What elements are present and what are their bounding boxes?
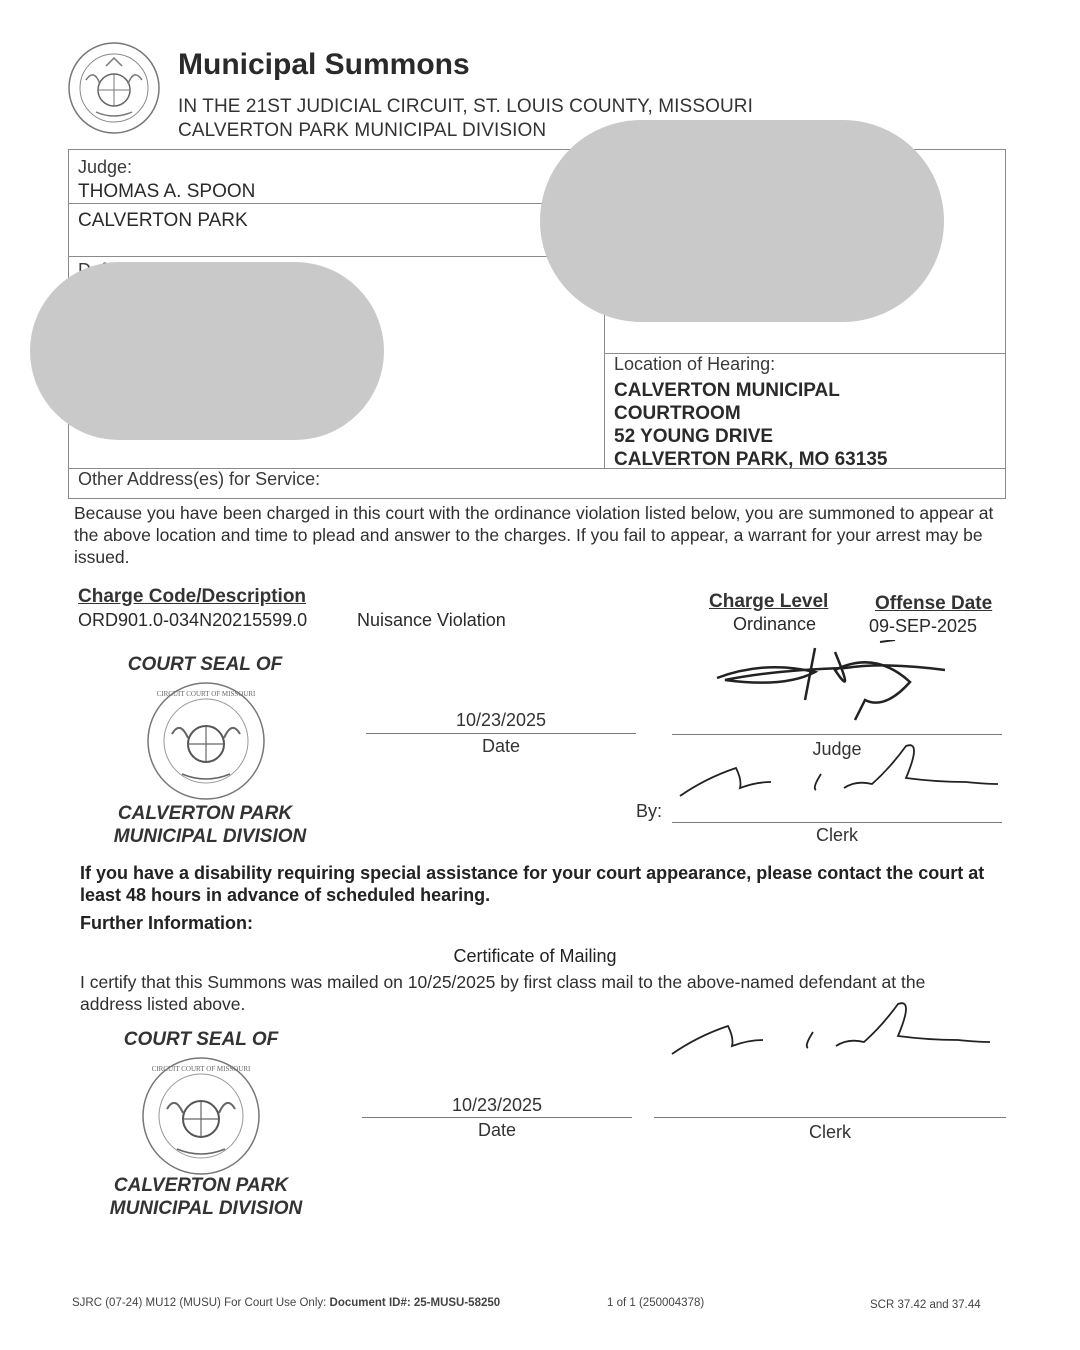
clerk-signature-2 bbox=[668, 996, 998, 1060]
further-info-label: Further Information: bbox=[80, 913, 253, 933]
charge-code-header: Charge Code/Description bbox=[78, 586, 307, 607]
circuit-line: IN THE 21ST JUDICIAL CIRCUIT, ST. LOUIS COUNTY, MISSOURI bbox=[178, 96, 754, 117]
seal-2-top-label: COURT SEAL OF bbox=[123, 1029, 279, 1050]
court-seal-icon bbox=[139, 1055, 263, 1177]
redaction-hearing-info bbox=[540, 120, 944, 322]
charge-level: Ordinance bbox=[733, 614, 817, 634]
seal-2-bottom-line-1: CALVERTON PARK bbox=[113, 1175, 289, 1196]
court-seal-icon bbox=[144, 680, 268, 802]
document-title: Municipal Summons bbox=[178, 48, 470, 81]
judge-name: THOMAS A. SPOON bbox=[78, 181, 256, 202]
clerk-signature-1 bbox=[676, 738, 1006, 802]
seal-2-date: 10/23/2025 bbox=[451, 1095, 543, 1115]
charge-code: ORD901.0-034N20215599.0 bbox=[78, 610, 308, 630]
judge-label: Judge: bbox=[78, 157, 133, 177]
footer-page-info: 1 of 1 (250004378) bbox=[607, 1297, 705, 1309]
seal-1-bottom-line-2: MUNICIPAL DIVISION bbox=[113, 826, 307, 847]
clerk-caption-2: Clerk bbox=[808, 1122, 851, 1142]
clerk-caption-1: Clerk bbox=[815, 825, 858, 845]
hearing-location-line-1: CALVERTON MUNICIPAL bbox=[614, 380, 840, 401]
redaction-defendant bbox=[30, 262, 384, 440]
seal-1-bottom-line-1: CALVERTON PARK bbox=[117, 803, 293, 824]
other-address-label: Other Address(es) for Service: bbox=[78, 469, 321, 489]
hearing-location-line-4: CALVERTON PARK, MO 63135 bbox=[614, 449, 888, 470]
charge-level-header: Charge Level bbox=[709, 591, 829, 612]
state-seal-icon bbox=[66, 40, 162, 136]
offense-date: 09-SEP-2025 bbox=[869, 616, 978, 636]
hearing-location-line-2: COURTROOM bbox=[614, 403, 741, 424]
seal-text: CIRCUIT COURT OF MISSOURI bbox=[156, 690, 256, 698]
court-name: CALVERTON PARK bbox=[78, 210, 248, 231]
footer-document-id: Document ID#: 25-MUSU-58250 bbox=[329, 1297, 501, 1309]
hearing-location-line-3: 52 YOUNG DRIVE bbox=[614, 426, 774, 447]
seal-2-date-caption: Date bbox=[477, 1120, 517, 1140]
disability-notice: If you have a disability requiring special assistance for your court appearance, please contact the court at least 48 hours in advance of scheduled hearing. bbox=[80, 863, 985, 905]
summons-notice: Because you have been charged in this court with the ordinance violation listed below, you are summoned to appear at the above location and time to plead and answer to the charges. If you fail to appear, a warrant for your arrest may be issued. bbox=[74, 503, 994, 567]
footer-form-id-text: SJRC (07-24) MU12 (MUSU) For Court Use Only: bbox=[72, 1297, 327, 1309]
seal-1-date: 10/23/2025 bbox=[455, 710, 547, 730]
footer-form-id bbox=[72, 1297, 500, 1309]
certificate-title: Certificate of Mailing bbox=[453, 946, 617, 966]
judge-caption: Judge bbox=[812, 739, 862, 759]
footer-rule-ref: SCR 37.42 and 37.44 bbox=[870, 1299, 981, 1311]
division-line: CALVERTON PARK MUNICIPAL DIVISION bbox=[178, 120, 547, 141]
seal-2-bottom-line-2: MUNICIPAL DIVISION bbox=[109, 1198, 303, 1219]
judge-signature bbox=[705, 640, 955, 725]
charge-description: Nuisance Violation bbox=[357, 610, 506, 630]
seal-1-top-label: COURT SEAL OF bbox=[127, 654, 283, 675]
seal-1-date-caption: Date bbox=[481, 736, 521, 756]
certificate-text: I certify that this Summons was mailed on 10/25/2025 by first class mail to the above-named defendant at the address listed above. bbox=[80, 972, 926, 1014]
hearing-location-label: Location of Hearing: bbox=[614, 354, 776, 374]
by-label: By: bbox=[636, 801, 663, 821]
seal-text: CIRCUIT COURT OF MISSOURI bbox=[151, 1065, 251, 1073]
offense-date-header: Offense Date bbox=[875, 593, 993, 614]
